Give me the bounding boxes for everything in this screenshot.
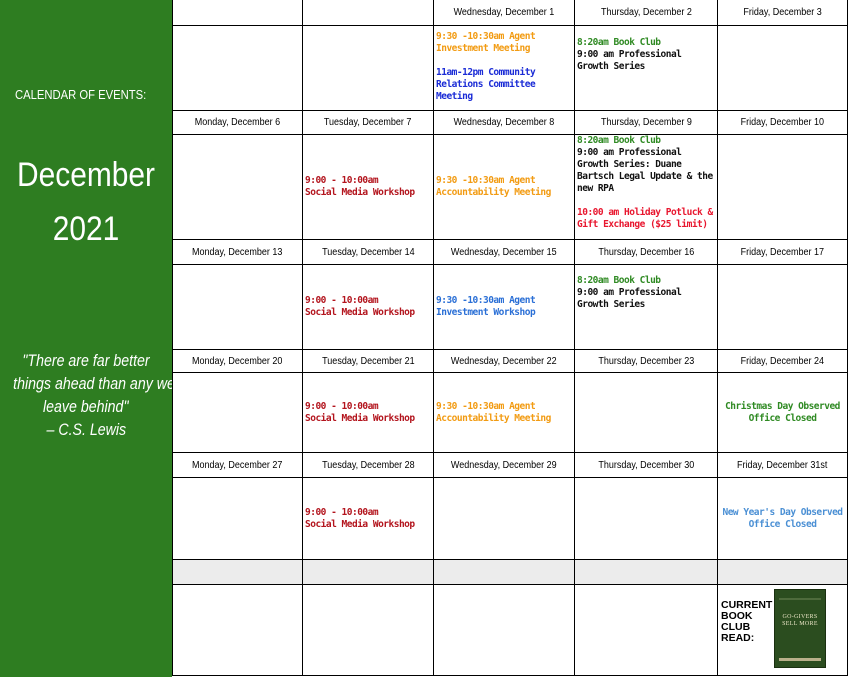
day-cell: [303, 373, 434, 453]
day-header-label: Wednesday, December 15: [451, 246, 557, 258]
day-header: [303, 453, 434, 478]
empty-cell: [303, 585, 434, 676]
day-cell: [575, 478, 718, 560]
day-header-label: Monday, December 13: [192, 246, 283, 258]
event-list: [575, 275, 717, 311]
day-header: [172, 453, 303, 478]
book-cover-image: [774, 589, 826, 668]
day-header-label: Thursday, December 16: [598, 246, 694, 258]
book-cover-title: GO-GIVERS SELL MORE: [782, 614, 818, 627]
event-list: [575, 37, 717, 73]
day-header-label: Friday, December 3: [743, 7, 822, 18]
day-header-label: Thursday, December 9: [600, 117, 692, 128]
day-header: [434, 0, 575, 26]
year-title: 2021: [52, 210, 120, 248]
day-header-label: Tuesday, December 28: [321, 459, 415, 471]
day-cell: [434, 265, 575, 350]
calendar-event: 11am-12pm Community Relations Committee Meeting: [436, 67, 536, 102]
day-header-label: Monday, December 20: [192, 355, 283, 367]
calendar-event: 9:00 - 10:00am Social Media Workshop: [305, 295, 415, 318]
spacer-cell: [172, 560, 303, 585]
event-list: [303, 507, 433, 531]
empty-cell: [172, 585, 303, 676]
calendar-event: New Year's Day Observed Office Closed: [722, 506, 843, 530]
calendar-event: 9:30 -10:30am Agent Accountability Meeting: [436, 175, 551, 198]
day-header: [303, 350, 434, 373]
day-header: [434, 350, 575, 373]
event-list: [303, 401, 433, 425]
event-list: [434, 175, 574, 199]
month-title: December: [16, 156, 156, 194]
book-club-cell: [718, 585, 848, 676]
day-header-label: Thursday, December 23: [598, 355, 694, 367]
day-header: [718, 453, 848, 478]
calendar-event: 8:20am Book Club: [577, 135, 661, 146]
event-list: [434, 401, 574, 425]
day-header-label: Tuesday, December 14: [321, 246, 415, 258]
day-cell: [718, 26, 848, 111]
quote-line: "There are far better: [22, 352, 150, 370]
event-list: [575, 135, 717, 231]
day-header-label: Thursday, December 30: [598, 459, 694, 471]
quote-line: things ahead than any we: [13, 375, 175, 393]
calendar-event: 8:20am Book Club: [577, 275, 661, 286]
day-header: [172, 0, 303, 26]
day-header: [575, 350, 718, 373]
day-header-label: Wednesday, December 29: [451, 459, 557, 471]
day-cell: [303, 135, 434, 240]
day-header: [303, 0, 434, 26]
calendar-event: Christmas Day Observed Office Closed: [725, 400, 840, 424]
book-club-label: CURRENT BOOK CLUB READ:: [721, 599, 773, 644]
sidebar: [0, 0, 175, 677]
event-list: [718, 401, 847, 425]
calendar-grid: [172, 0, 848, 676]
day-header: [303, 111, 434, 135]
calendar-event: 8:20am Book Club: [577, 37, 661, 48]
day-cell: [434, 26, 575, 111]
day-header: [718, 240, 848, 265]
calendar-heading: CALENDAR OF EVENTS:: [15, 88, 147, 102]
day-cell: [172, 26, 303, 111]
empty-cell: [434, 585, 575, 676]
calendar-event: 9:00 - 10:00am Social Media Workshop: [305, 175, 415, 198]
day-header-label: Monday, December 27: [192, 459, 283, 471]
empty-cell: [575, 585, 718, 676]
calendar-event: 9:00 - 10:00am Social Media Workshop: [305, 506, 415, 530]
day-cell: [718, 478, 848, 560]
day-header: [575, 453, 718, 478]
quote-attribution: – C.S. Lewis: [46, 421, 126, 439]
calendar-event: 9:00 am Professional Growth Series: Duane Bartsch Legal Update & the new RPA: [577, 147, 713, 194]
book-cover-band: [779, 658, 821, 661]
day-header: [172, 111, 303, 135]
day-cell: [172, 265, 303, 350]
calendar-event: 10:00 am Holiday Potluck & Gift Exchange ($25 limit): [577, 207, 713, 230]
day-cell: [575, 135, 718, 240]
day-cell: [718, 265, 848, 350]
day-header-label: Tuesday, December 21: [321, 355, 415, 367]
day-cell: [718, 373, 848, 453]
day-header: [718, 111, 848, 135]
day-header-label: Wednesday, December 8: [453, 117, 555, 128]
day-header: [718, 350, 848, 373]
event-list: [434, 295, 574, 319]
day-header-label: Thursday, December 2: [600, 7, 692, 18]
day-header: [718, 0, 848, 26]
day-header: [434, 111, 575, 135]
day-header: [575, 0, 718, 26]
day-header-label: Wednesday, December 1: [453, 7, 555, 18]
calendar-event: 9:00 - 10:00am Social Media Workshop: [305, 400, 415, 424]
day-header-label: Tuesday, December 7: [324, 117, 412, 128]
day-cell: [575, 265, 718, 350]
day-cell: [575, 373, 718, 453]
day-cell: [434, 478, 575, 560]
spacer-cell: [718, 560, 848, 585]
day-header-label: Friday, December 24: [740, 355, 825, 367]
day-cell: [718, 135, 848, 240]
day-header-label: Wednesday, December 22: [451, 355, 557, 367]
spacer-cell: [303, 560, 434, 585]
calendar-event: 9:30 -10:30am Agent Investment Workshop: [436, 295, 536, 318]
day-cell: [172, 373, 303, 453]
day-header: [434, 240, 575, 265]
day-cell: [172, 478, 303, 560]
day-cell: [434, 135, 575, 240]
day-cell: [575, 26, 718, 111]
calendar-event: 9:00 am Professional Growth Series: [577, 287, 682, 310]
calendar-event: 9:00 am Professional Growth Series: [577, 49, 682, 72]
day-cell: [303, 26, 434, 111]
day-cell: [434, 373, 575, 453]
day-header-label: Friday, December 31st: [737, 459, 828, 471]
spacer-cell: [434, 560, 575, 585]
day-header-label: Monday, December 6: [194, 117, 281, 128]
day-cell: [303, 265, 434, 350]
day-header: [172, 350, 303, 373]
day-header: [434, 453, 575, 478]
day-header: [303, 240, 434, 265]
calendar-event: 9:30 -10:30am Agent Investment Meeting: [436, 31, 536, 54]
day-header: [172, 240, 303, 265]
day-header: [575, 111, 718, 135]
event-list: [303, 175, 433, 199]
day-header-label: Friday, December 10: [740, 117, 825, 128]
event-list: [434, 31, 574, 103]
day-header: [575, 240, 718, 265]
quote-line: leave behind": [43, 398, 129, 416]
event-list: [718, 507, 847, 531]
day-header-label: Friday, December 17: [740, 246, 825, 258]
book-cover-stripe: [779, 598, 821, 600]
calendar-event: 9:30 -10:30am Agent Accountability Meeting: [436, 400, 551, 424]
event-list: [303, 295, 433, 319]
spacer-cell: [575, 560, 718, 585]
day-cell: [172, 135, 303, 240]
day-cell: [303, 478, 434, 560]
